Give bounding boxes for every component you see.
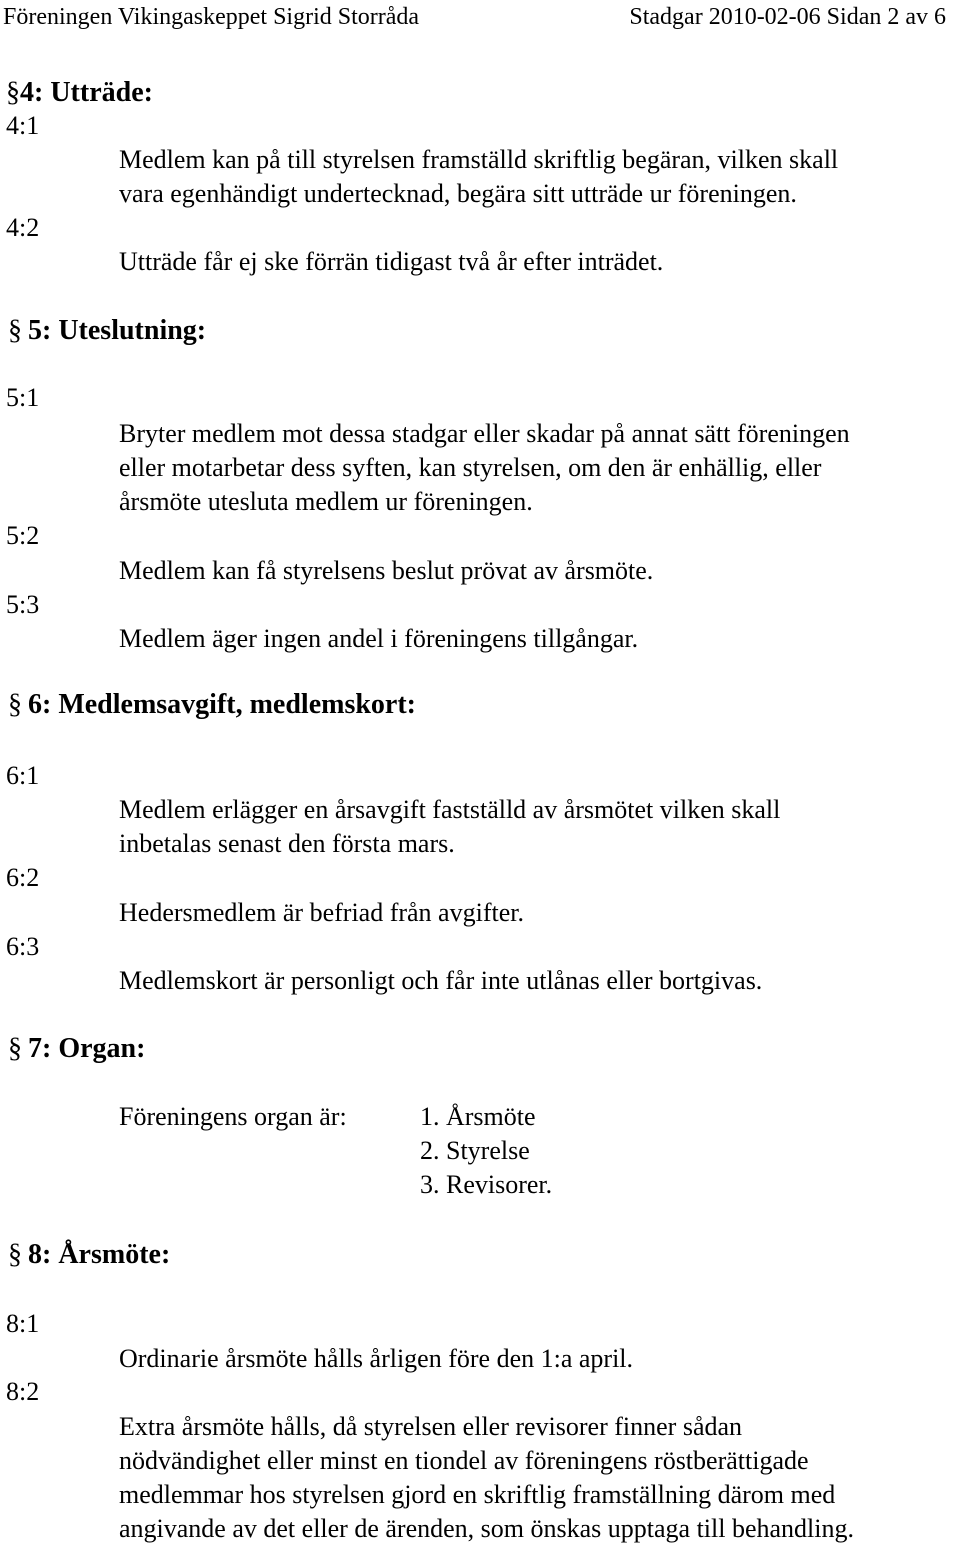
clause-line: Medlem kan på till styrelsen framställd skriftlig begäran, vilken skall	[119, 145, 839, 174]
section-4-title: 4: Utträde:	[20, 77, 153, 108]
clause-line: vara egenhändigt undertecknad, begära sitt utträde ur föreningen.	[119, 179, 797, 208]
clause-number: 4:2	[6, 213, 40, 242]
organs-label: Föreningens organ är:	[119, 1102, 347, 1131]
clause-number: 5:3	[6, 590, 40, 619]
clause-number: 5:1	[6, 383, 40, 412]
clause-line: Medlemskort är personligt och får inte utlånas eller bortgivas.	[119, 966, 763, 995]
list-item: 3. Revisorer.	[420, 1170, 553, 1199]
clause-line: Ordinarie årsmöte hålls årligen före den 1:a april.	[119, 1344, 634, 1373]
clause-line: Medlem erlägger en årsavgift fastställd av årsmötet vilken skall	[119, 795, 781, 824]
paragraph-sign: §	[8, 689, 22, 720]
organs-list	[420, 1100, 552, 1202]
clause-text	[119, 417, 957, 519]
clause-text	[119, 964, 957, 998]
clause-line: Hedersmedlem är befriad från avgifter.	[119, 898, 524, 927]
clause-line: årsmöte utesluta medlem ur föreningen.	[119, 487, 533, 516]
clause-line: angivande av det eller de ärenden, som önskas upptaga till behandling.	[119, 1514, 854, 1543]
document-header-title: Föreningen Vikingaskeppet Sigrid Storråda	[3, 4, 420, 30]
section-7-heading	[8, 1032, 145, 1066]
section-8-title: 8: Årsmöte:	[28, 1239, 171, 1270]
paragraph-sign: §	[8, 1239, 22, 1270]
clause-line: Extra årsmöte hålls, då styrelsen eller revisorer finner sådan	[119, 1412, 743, 1441]
clause-line: inbetalas senast den första mars.	[119, 829, 455, 858]
clause-number: 8:2	[6, 1377, 40, 1406]
clause-line: Medlem kan få styrelsens beslut prövat av årsmöte.	[119, 556, 654, 585]
clause-line: eller motarbetar dess syften, kan styrelsen, om den är enhällig, eller	[119, 453, 822, 482]
clause-text	[119, 245, 957, 279]
clause-text	[119, 1410, 957, 1546]
clause-line: Bryter medlem mot dessa stadgar eller skadar på annat sätt föreningen	[119, 419, 850, 448]
clause-line: Utträde får ej ske förrän tidigast två år efter inträdet.	[119, 247, 664, 276]
section-5-heading	[8, 314, 206, 348]
clause-number: 4:1	[6, 111, 40, 140]
section-6-title: 6: Medlemsavgift, medlemskort:	[28, 689, 417, 720]
clause-number: 6:3	[6, 932, 40, 961]
list-item: 2. Styrelse	[420, 1136, 530, 1165]
list-item: 1. Årsmöte	[420, 1102, 536, 1131]
paragraph-sign: §	[8, 315, 22, 346]
clause-number: 6:2	[6, 863, 40, 892]
clause-number: 5:2	[6, 521, 40, 550]
section-5-title: 5: Uteslutning:	[28, 315, 207, 346]
clause-number: 8:1	[6, 1309, 40, 1338]
clause-line: nödvändighet eller minst en tiondel av föreningens röstberättigade	[119, 1446, 809, 1475]
paragraph-sign: §	[8, 1033, 22, 1064]
paragraph-sign: §	[6, 77, 20, 108]
section-7-title: 7: Organ:	[28, 1033, 146, 1064]
clause-text	[119, 896, 957, 930]
section-8-heading	[8, 1238, 170, 1272]
clause-line: Medlem äger ingen andel i föreningens tillgångar.	[119, 624, 639, 653]
section-4-heading	[6, 76, 153, 110]
document-header-page-info: Stadgar 2010-02-06 Sidan 2 av 6	[629, 4, 946, 30]
section-6-heading	[8, 688, 416, 722]
clause-text	[119, 554, 957, 588]
clause-line: medlemmar hos styrelsen gjord en skriftlig framställning därom med	[119, 1480, 836, 1509]
clause-text	[119, 1342, 957, 1376]
clause-number: 6:1	[6, 761, 40, 790]
clause-text	[119, 622, 957, 656]
clause-text	[119, 143, 957, 211]
clause-text	[119, 793, 957, 861]
